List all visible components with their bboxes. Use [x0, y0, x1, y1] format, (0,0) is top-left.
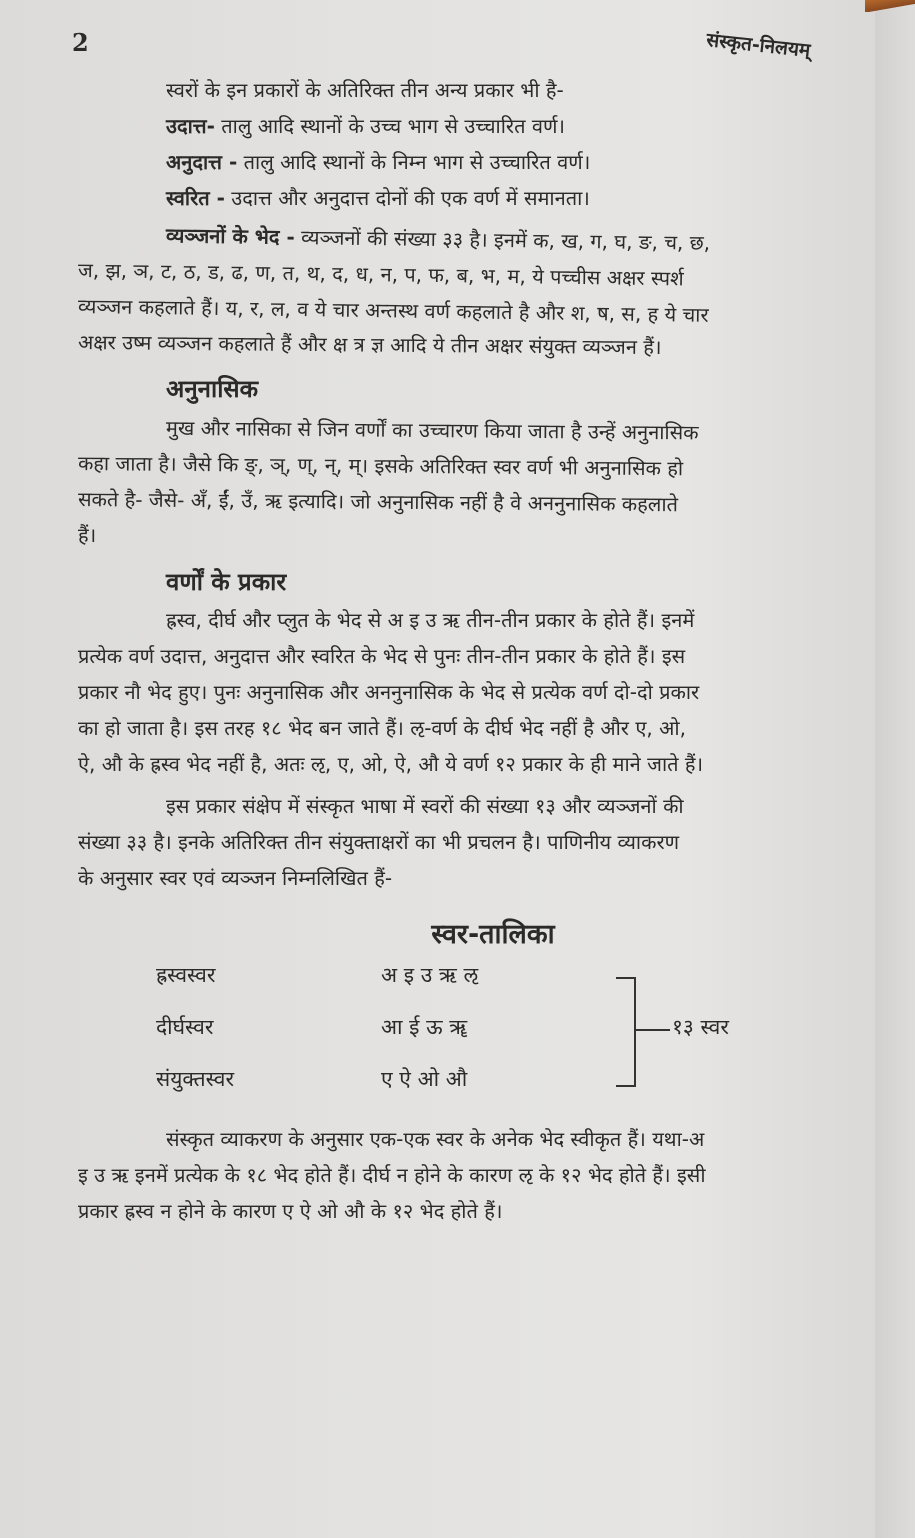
- svarita-definition: [78, 180, 868, 216]
- body-line: इ उ ऋ इनमें प्रत्येक के १८ भेद होते हैं। दीर्घ न होने के कारण ऌ के १२ भेद होते हैं। इसी: [78, 1163, 706, 1187]
- body-line: संख्या ३३ है। इनके अतिरिक्त तीन संयुक्ताक्षरों का भी प्रचलन है। पाणिनीय व्याकरण: [78, 830, 680, 854]
- vyanjana-line: व्यञ्जनों के भेद - व्यञ्जनों की संख्या ३३ है। इनमें क, ख, ग, घ, ङ, च, छ,: [165, 223, 711, 255]
- anunasika-section: [78, 372, 868, 553]
- term: उदात्त-: [166, 114, 215, 138]
- body-line: हैं।: [78, 523, 97, 547]
- body-line: ऐ, औ के ह्रस्व भेद नहीं है, अतः ऌ, ए, ओ, ऐ, औ ये वर्ण १२ प्रकार के ही माने जाते हैं।: [78, 752, 704, 776]
- section-heading: अनुनासिक: [166, 375, 259, 403]
- vyanjana-section: [78, 216, 868, 360]
- page-number: 2: [72, 28, 89, 57]
- row-letters: आ ई ऊ ॠ: [381, 1015, 468, 1039]
- definition: तालु आदि स्थानों के निम्न भाग से उच्चारित वर्ण।: [237, 150, 591, 174]
- vyanjana-line: व्यञ्जन कहलाते हैं। य, र, ल, व ये चार अन्तस्थ वर्ण कहलाते है और श, ष, स, ह ये चार: [77, 294, 709, 327]
- body-line: कहा जाता है। जैसे कि ङ्, ञ्, ण्, न्, म्। इसके अतिरिक्त स्वर वर्ण भी अनुनासिक हो: [77, 451, 684, 481]
- table-heading: स्वर-तालिका: [431, 919, 555, 950]
- row-letters: अ इ उ ऋ ऌ: [381, 963, 479, 987]
- body-line: संस्कृत व्याकरण के अनुसार एक-एक स्वर के अनेक भेद स्वीकृत हैं। यथा-अ: [166, 1127, 705, 1151]
- body-line: का हो जाता है। इस तरह १८ भेद बन जाते हैं। ऌ-वर्ण के दीर्घ भेद नहीं है और ए, ओ,: [78, 716, 686, 740]
- udatta-definition: [78, 108, 868, 144]
- term: व्यञ्जनों के भेद -: [165, 223, 295, 250]
- grouping-bracket: [616, 977, 636, 1087]
- table-row: [156, 1013, 467, 1041]
- page-content: [78, 72, 868, 1229]
- vyanjana-line: ज, झ, ञ, ट, ठ, ड, ढ, ण, त, थ, द, ध, न, प, फ, ब, भ, म, ये पच्चीस अक्षर स्पर्श: [77, 258, 684, 291]
- row-label: दीर्घस्वर: [156, 1015, 214, 1039]
- svara-table: [156, 961, 868, 1121]
- section-heading: वर्णों के प्रकार: [166, 568, 287, 596]
- vyanjana-line: अक्षर उष्म व्यञ्जन कहलाते हैं और क्ष त्र ज्ञ आदि ये तीन अक्षर संयुक्त व्यञ्जन हैं।: [77, 330, 662, 360]
- body-line: ह्रस्व, दीर्घ और प्लुत के भेद से अ इ उ ऋ तीन-तीन प्रकार के होते हैं। इनमें: [166, 608, 695, 632]
- body-line: मुख और नासिका से जिन वर्णों का उच्चारण किया जाता है उन्हें अनुनासिक: [165, 415, 699, 445]
- svara-total: १३ स्वर: [672, 1015, 729, 1039]
- body-line: प्रत्येक वर्ण उदात्त, अनुदात्त और स्वरित के भेद से पुनः तीन-तीन प्रकार के होते हैं। इस: [78, 644, 686, 668]
- running-head: संस्कृत-निलयम्: [705, 28, 812, 62]
- term: अनुदात्त -: [166, 150, 238, 174]
- term: स्वरित -: [166, 186, 225, 210]
- definition: उदात्त और अनुदात्त दोनों की एक वर्ण में समानता।: [224, 186, 590, 210]
- bracket-stem: [636, 1029, 670, 1031]
- anudatta-definition: [78, 144, 868, 180]
- paragraph: [78, 788, 868, 896]
- body-line: प्रकार नौ भेद हुए। पुनः अनुनासिक और अननुनासिक के भेद से प्रत्येक वर्ण दो-दो प्रकार: [78, 680, 700, 704]
- svara-extra-types: [78, 72, 868, 216]
- table-row: [156, 1065, 467, 1093]
- row-letters: ए ऐ ओ औ: [381, 1067, 468, 1091]
- svara-extra-intro: स्वरों के इन प्रकारों के अतिरिक्त तीन अन्य प्रकार भी है-: [166, 78, 564, 102]
- body-line: के अनुसार स्वर एवं व्यञ्जन निम्नलिखित हैं-: [78, 866, 393, 890]
- definition: तालु आदि स्थानों के उच्च भाग से उच्चारित वर्ण।: [214, 114, 565, 138]
- book-cover-corner: [865, 0, 915, 12]
- row-label: संयुक्तस्वर: [156, 1067, 235, 1091]
- body-line: प्रकार ह्रस्व न होने के कारण ए ऐ ओ औ के १२ भेद होते हैं।: [78, 1199, 503, 1223]
- closing-section: [78, 1121, 868, 1229]
- varna-prakara-section: [78, 565, 868, 896]
- body-line: सकते है- जैसे- अँ, ईं, उँ, ऋ इत्यादि। जो अनुनासिक नहीं है वे अननुनासिक कहलाते: [77, 487, 679, 517]
- page-fold-shadow: [875, 0, 915, 1538]
- svara-talika-section: [78, 914, 868, 1121]
- paragraph: [78, 602, 868, 782]
- body-line: इस प्रकार संक्षेप में संस्कृत भाषा में स्वरों की संख्या १३ और व्यञ्जनों की: [166, 794, 684, 818]
- table-row: [156, 961, 478, 989]
- row-label: ह्रस्वस्वर: [156, 963, 216, 987]
